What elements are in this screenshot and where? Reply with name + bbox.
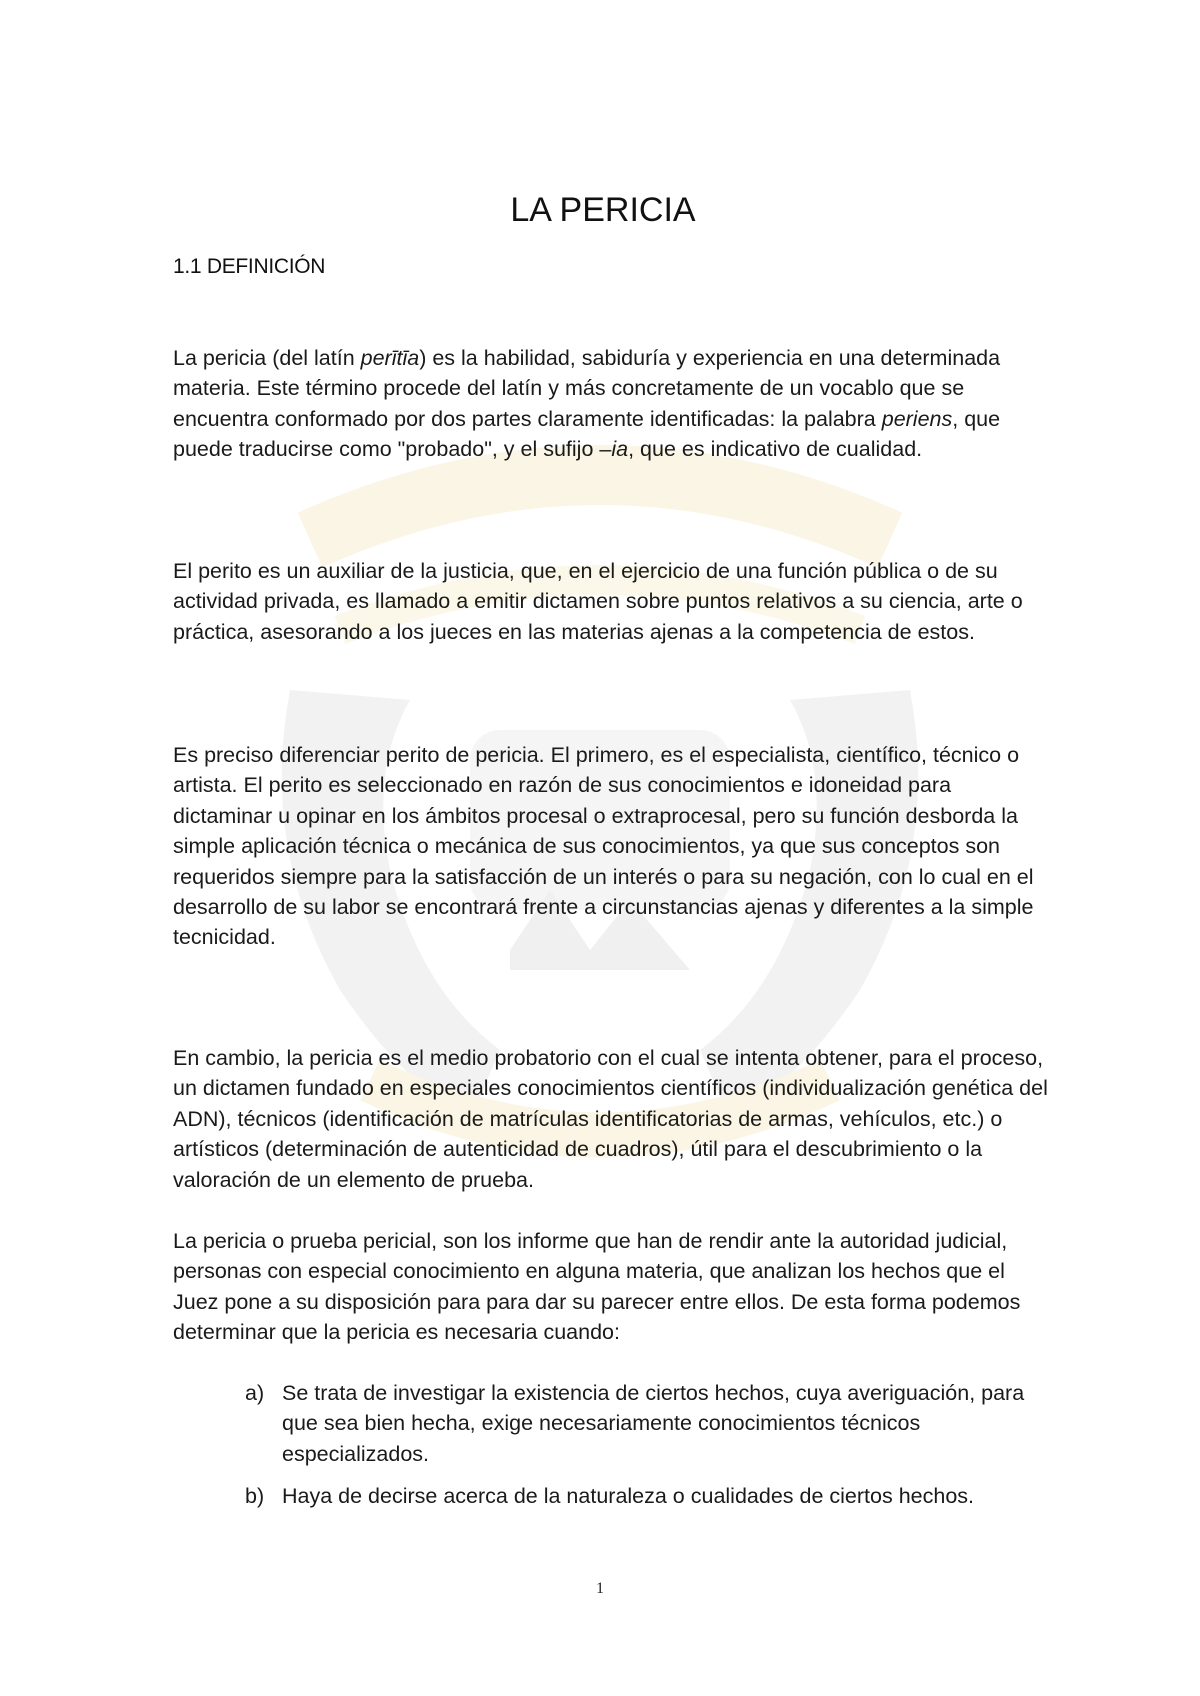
italic-term-periens: periens: [881, 406, 953, 431]
italic-term-ia: ia: [611, 437, 629, 462]
paragraph-diferencia: Es preciso diferenciar perito de pericia. El primero, es el especialista, científico, técnico o artista. El perito es seleccionado en razón de sus conocimientos e idoneidad para dictaminar u opinar en los ámbitos procesal o extraprocesal, pero su función desborda la simple aplicación técnica o mecánica de sus conocimientos, ya que sus conceptos son requeridos siempre para la satisfacción de un interés o para su negación, con lo cual en el desarrollo de su labor se encontrará frente a circunstancias ajenas y diferentes a la simple tecnicidad.: [173, 743, 1034, 950]
list-item-text: Haya de decirse acerca de la naturaleza o cualidades de ciertos hechos.: [282, 1484, 974, 1509]
paragraph-definicion: [173, 343, 1053, 465]
document-title: LA PERICIA: [510, 191, 696, 229]
list-item: [245, 1378, 1055, 1469]
conditions-list: [245, 1378, 1055, 1512]
section-heading: 1.1 DEFINICIÓN: [173, 255, 326, 278]
paragraph-perito: El perito es un auxiliar de la justicia, que, en el ejercicio de una función pública o de su actividad privada, es llamado a emitir dictamen sobre puntos relativos a su ciencia, arte o práctica, asesorando a los jueces en las materias ajenas a la competencia de estos.: [173, 559, 1023, 644]
paragraph-text: , que es indicativo de cualidad.: [628, 437, 923, 462]
list-item: [245, 1481, 1055, 1511]
list-item-text: Se trata de investigar la existencia de ciertos hechos, cuya averiguación, para que sea bien hecha, exige necesariamente conocimientos técnicos especializados.: [282, 1381, 1025, 1466]
list-marker: a): [245, 1381, 265, 1405]
italic-term-peritia: perītīa: [360, 346, 420, 370]
paragraph-text: ) es la habilidad, sabiduría y experiencia en una determinada materia. Este término procede del latín y más concretamente de un vocablo que se encuentra conformado por dos partes claramente identificadas: la palabra: [173, 346, 1001, 431]
list-marker: b): [245, 1484, 265, 1509]
paragraph-en-cambio: En cambio, la pericia es el medio probatorio con el cual se intenta obtener, para el proceso, un dictamen fundado en especiales conocimientos científicos (individualización genética del ADN), técnicos (identificación de matrículas identificatorias de armas, vehículos, etc.) o artísticos (determinación de autenticidad de cuadros), útil para el descubrimiento o la valoración de un elemento de prueba.: [173, 1046, 1048, 1192]
paragraph-prueba-pericial: La pericia o prueba pericial, son los informe que han de rendir ante la autoridad judicial, personas con especial conocimiento en alguna materia, que analizan los hechos que el Juez pone a su disposición para para dar su parecer entre ellos. De esta forma podemos determinar que la pericia es necesaria cuando:: [173, 1229, 1021, 1345]
page-number: 1: [596, 1580, 604, 1597]
paragraph-text: , que puede traducirse como "probado", y el sufijo –: [173, 406, 1001, 462]
paragraph-text: La pericia (del latín: [173, 346, 361, 370]
